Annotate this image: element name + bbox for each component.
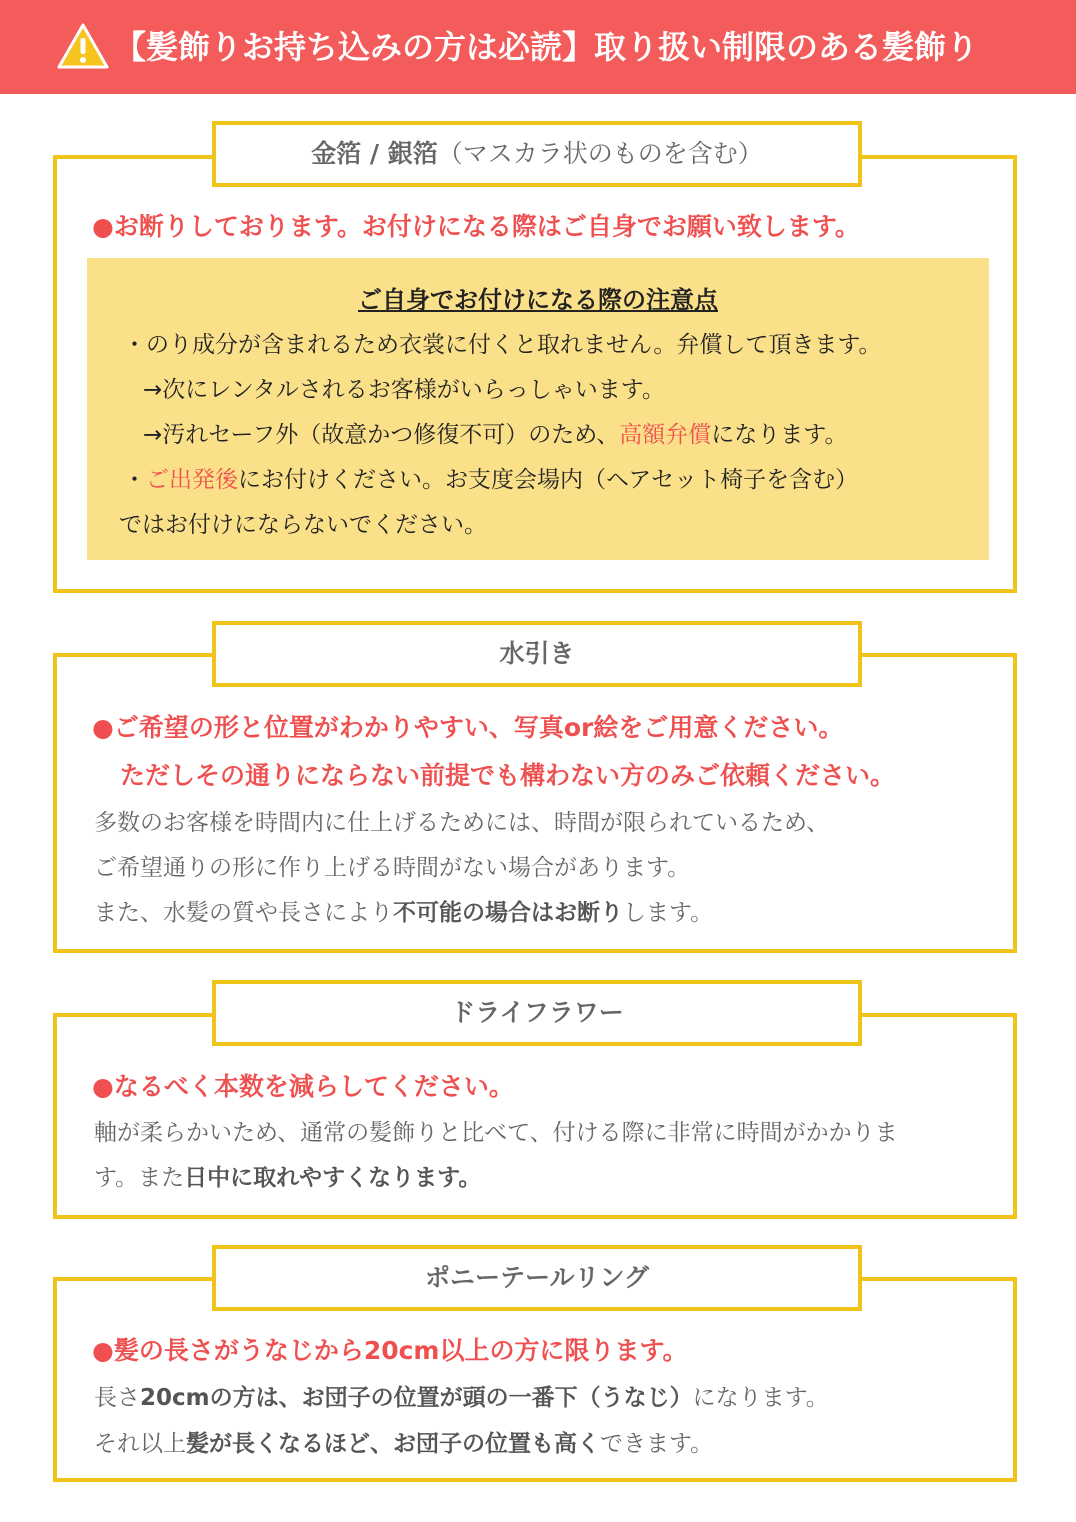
note-line-1: ・のり成分が含まれるため衣裳に付くと取れません。弁償して頂きます。 — [123, 332, 882, 358]
note-line-4-bullet: ・ — [123, 467, 146, 493]
mizuhiki-body-1: 多数のお客様を時間内に仕上げるためには、時間が限られているため、 — [94, 810, 830, 836]
mizuhiki-body-3-end: します。 — [623, 900, 714, 926]
ponytail-ring-body-1-bold: 20cmの方は、お団子の位置が頭の一番下（うなじ） — [140, 1385, 693, 1411]
note-line-4-highlight: ご出発後 — [146, 467, 238, 493]
caution-note-box — [87, 258, 989, 560]
warning-triangle-icon — [56, 22, 110, 70]
mizuhiki-lead-2: ただしその通りにならない前提でも構わない方のみご依頼ください。 — [120, 761, 896, 790]
ponytail-ring-body-2-bold: 髪が長くなるほど、お団子の位置も高く — [186, 1431, 600, 1457]
section-ponytail-ring-title: ポニーテールリング — [212, 1245, 862, 1311]
ponytail-ring-body-2-text: それ以上 — [94, 1431, 186, 1457]
dried-flower-body-2-text: す。また — [94, 1165, 185, 1191]
dried-flower-lead: ●なるべく本数を減らしてください。 — [92, 1072, 514, 1101]
ponytail-ring-lead: ●髪の長さがうなじから20cm以上の方に限ります。 — [92, 1336, 688, 1365]
mizuhiki-body-3-bold: 不可能の場合はお断り — [393, 900, 623, 926]
section-dried-flower-title: ドライフラワー — [212, 980, 862, 1046]
note-line-3-highlight: 高額弁償 — [619, 422, 712, 448]
note-line-4 — [123, 461, 858, 494]
ponytail-ring-body-2-end: できます。 — [600, 1431, 714, 1457]
section-gold-leaf-title — [212, 121, 862, 187]
dried-flower-body-2 — [94, 1159, 481, 1192]
note-line-5: ではお付けにならないでください。 — [119, 512, 487, 538]
ponytail-ring-body-1-text: 長さ — [94, 1385, 140, 1411]
ponytail-ring-body-1-end: になります。 — [692, 1385, 829, 1411]
note-line-4-text: にお付けください。お支度会場内（ヘアセット椅子を含む） — [238, 467, 859, 493]
dried-flower-body-1: 軸が柔らかいため、通常の髪飾りと比べて、付ける際に非常に時間がかかりま — [94, 1120, 898, 1146]
mizuhiki-body-2: ご希望通りの形に作り上げる時間がない場合があります。 — [94, 855, 691, 881]
ponytail-ring-body-2 — [94, 1425, 713, 1458]
note-line-3 — [143, 416, 847, 449]
mizuhiki-body-3 — [94, 894, 713, 927]
mizuhiki-lead-1: ●ご希望の形と位置がわかりやすい、写真or絵をご用意ください。 — [92, 713, 844, 742]
ponytail-ring-body-1 — [94, 1379, 829, 1412]
dried-flower-body-2-bold: 日中に取れやすくなります。 — [184, 1165, 482, 1191]
header-banner — [0, 0, 1076, 94]
note-line-3-text: →汚れセーフ外（故意かつ修復不可）のため、 — [143, 422, 620, 448]
gold-leaf-lead: ●お断りしております。お付けになる際はご自身でお願い致します。 — [92, 212, 860, 241]
section-mizuhiki-title: 水引き — [212, 621, 862, 687]
mizuhiki-body-3-text: また、水髪の質や長さにより — [94, 900, 393, 926]
note-line-3-end: になります。 — [711, 422, 848, 448]
caution-note-title: ご自身でお付けになる際の注意点 — [358, 286, 718, 314]
section-title-main: 金箔 / 銀箔 — [311, 139, 438, 168]
note-line-2: →次にレンタルされるお客様がいらっしゃいます。 — [143, 377, 665, 403]
page-title: 【髪飾りお持ち込みの方は必読】取り扱い制限のある髪飾り — [114, 28, 979, 66]
section-title-sub: （マスカラ状のものを含む） — [437, 139, 763, 168]
